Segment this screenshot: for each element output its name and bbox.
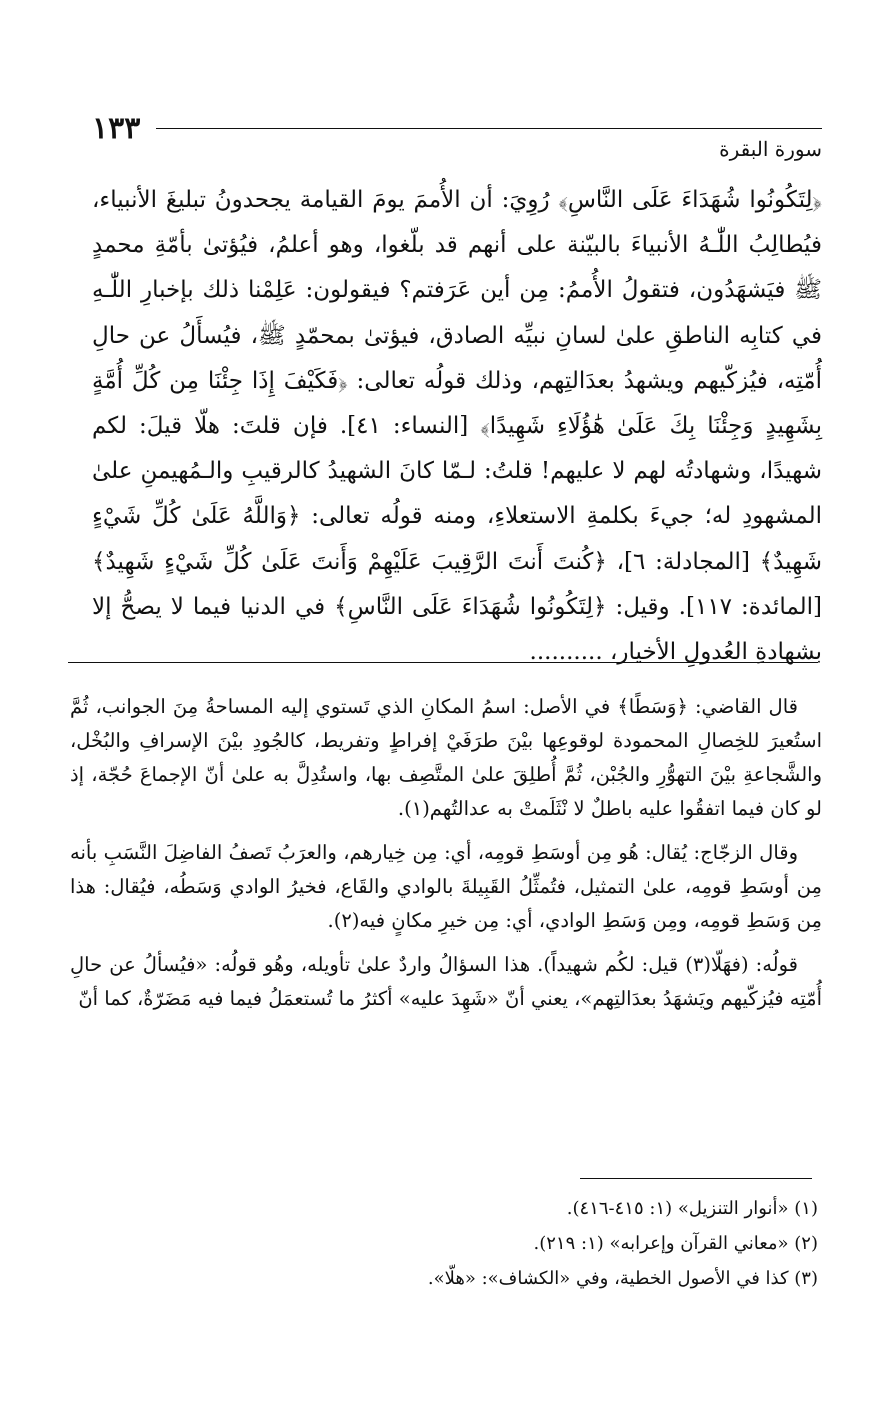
commentary <box>70 690 822 1026</box>
commentary-paragraph-qadi: قال القاضي: ﴿وَسَطًا﴾ في الأصل: اسمُ المكانِ الذي تَستوي إليه المساحةُ مِنَ الجوانب، ثُمَّ استُعيرَ للخِصالِ المحمودة لوقوعِها بيْنَ طرَفَيْ إفراطٍ وتفريط، كالجُودِ بيْنَ الإسرافِ والبُخْل، والشَّجاعةِ بيْنَ التهوُّرِ والجُبْن، ثُمَّ أُطلِقَ علىٰ المتَّصِف بها، واستُدِلَّ به علىٰ أنّ الإجماعَ حُجّة، إذ لو كان فيما اتفقُوا عليه باطلٌ لا نْثَلَمتْ به عدالتُهم(١). <box>70 695 822 820</box>
footnote-2: (٢) «معاني القرآن وإعرابه» (١: ٢١٩). <box>533 1233 818 1254</box>
page-header <box>92 112 822 168</box>
surah-name: سورة البقرة <box>719 137 822 161</box>
commentary-paragraph-qawluh: قولُه: (فهَلّا(٣) قيل: لكُم شهيداً). هذا السؤالُ واردٌ علىٰ تأويله، وهُو قولُه: «فيُسألُ عن حالِ أُمّتِه فيُزكّيهم ويَشهَدُ بعدَالتِهم»، يعني أنّ «شَهِدَ عليه» أكثرُ ما تُستعمَلُ فيما فيه مَضَرّةٌ، كما أنّ <box>70 953 822 1010</box>
footnote-divider <box>580 1178 812 1179</box>
footnote-1: (١) «أنوار التنزيل» (١: ٤١٥-٤١٦). <box>566 1198 818 1219</box>
header-rule <box>156 128 822 129</box>
main-paragraph: ﴿لِتَكُونُوا شُهَدَاءَ عَلَى النَّاسِ﴾ رُوِيَ: أن الأُممَ يومَ القيامة يجحدونُ تبليغَ الأنبياء، فيُطالِبُ اللّٰـهُ الأنبياءَ بالبيّنة على أنهم قد بلّغوا، وهو أعلمُ، فيُؤتىٰ بأمّةِ محمدٍ ﷺ فيَشهَدُون، فتقولُ الأُممُ: مِن أين عَرَفتم؟ فيقولون: عَلِمْنا ذلك بإخبارِ اللّٰـهِ في كتابِه الناطقِ علىٰ لسانِ نبيِّه الصادق، فيؤتىٰ بمحمّدٍ ﷺ، فيُسأَلُ عن حالِ أُمّتِه، فيُزكّيهم ويشهدُ بعدَالتِهم، وذلك قولُه تعالى: ﴿فَكَيْفَ إِذَا جِئْنَا مِن كُلِّ أُمَّةٍ بِشَهِيدٍ وَجِئْنَا بِكَ عَلَىٰ هَٰؤُلَاءِ شَهِيدًا﴾ [النساء: ٤١]. فإن قلتَ: هلّا قيلَ: لكم شهيدًا، وشهادتُه لهم لا عليهم! قلتُ: لـمّا كانَ الشهيدُ كالرقيبِ والـمُهيمنِ علىٰ المشهودِ له؛ جيءَ بكلمةِ الاستعلاءِ، ومنه قولُه تعالى: ﴿وَاللَّهُ عَلَىٰ كُلِّ شَيْءٍ شَهِيدٌ﴾ [المجادلة: ٦]، ﴿كُنتَ أَنتَ الرَّقِيبَ عَلَيْهِمْ وَأَنتَ عَلَىٰ كُلِّ شَيْءٍ شَهِيدٌ﴾ [المائدة: ١١٧]. وقيل: ﴿لِتَكُونُوا شُهَدَاءَ عَلَى النَّاسِ﴾ في الدنيا فيما لا يصحُّ إلا بشهادةِ العُدولِ الأخيار، .......... <box>92 187 822 666</box>
commentary-paragraph-zajjaj: وقال الزجّاج: يُقال: هُو مِن أوسَطِ قومِه، أي: مِن خِيارهم، والعرَبُ تَصفُ الفاضِلَ النَّسَبِ بأنه مِن أوسَطِ قومِه، علىٰ التمثيل، فتُمثِّلُ القَبِيلةَ بالوادي والقَاع، فخيرُ الوادي وَسَطُه، فيُقال: هذا مِن وَسَطِ قومِه، ومِن وَسَطِ الوادي، أي: مِن خيرِ مكانٍ فيه(٢). <box>70 841 822 932</box>
main-text <box>92 178 822 675</box>
section-divider <box>68 662 818 663</box>
page-number: ١٣٣ <box>92 111 141 146</box>
footnotes <box>70 1194 818 1299</box>
footnote-3: (٣) كذا في الأصول الخطية، وفي «الكشاف»: «هلّا». <box>427 1268 818 1289</box>
